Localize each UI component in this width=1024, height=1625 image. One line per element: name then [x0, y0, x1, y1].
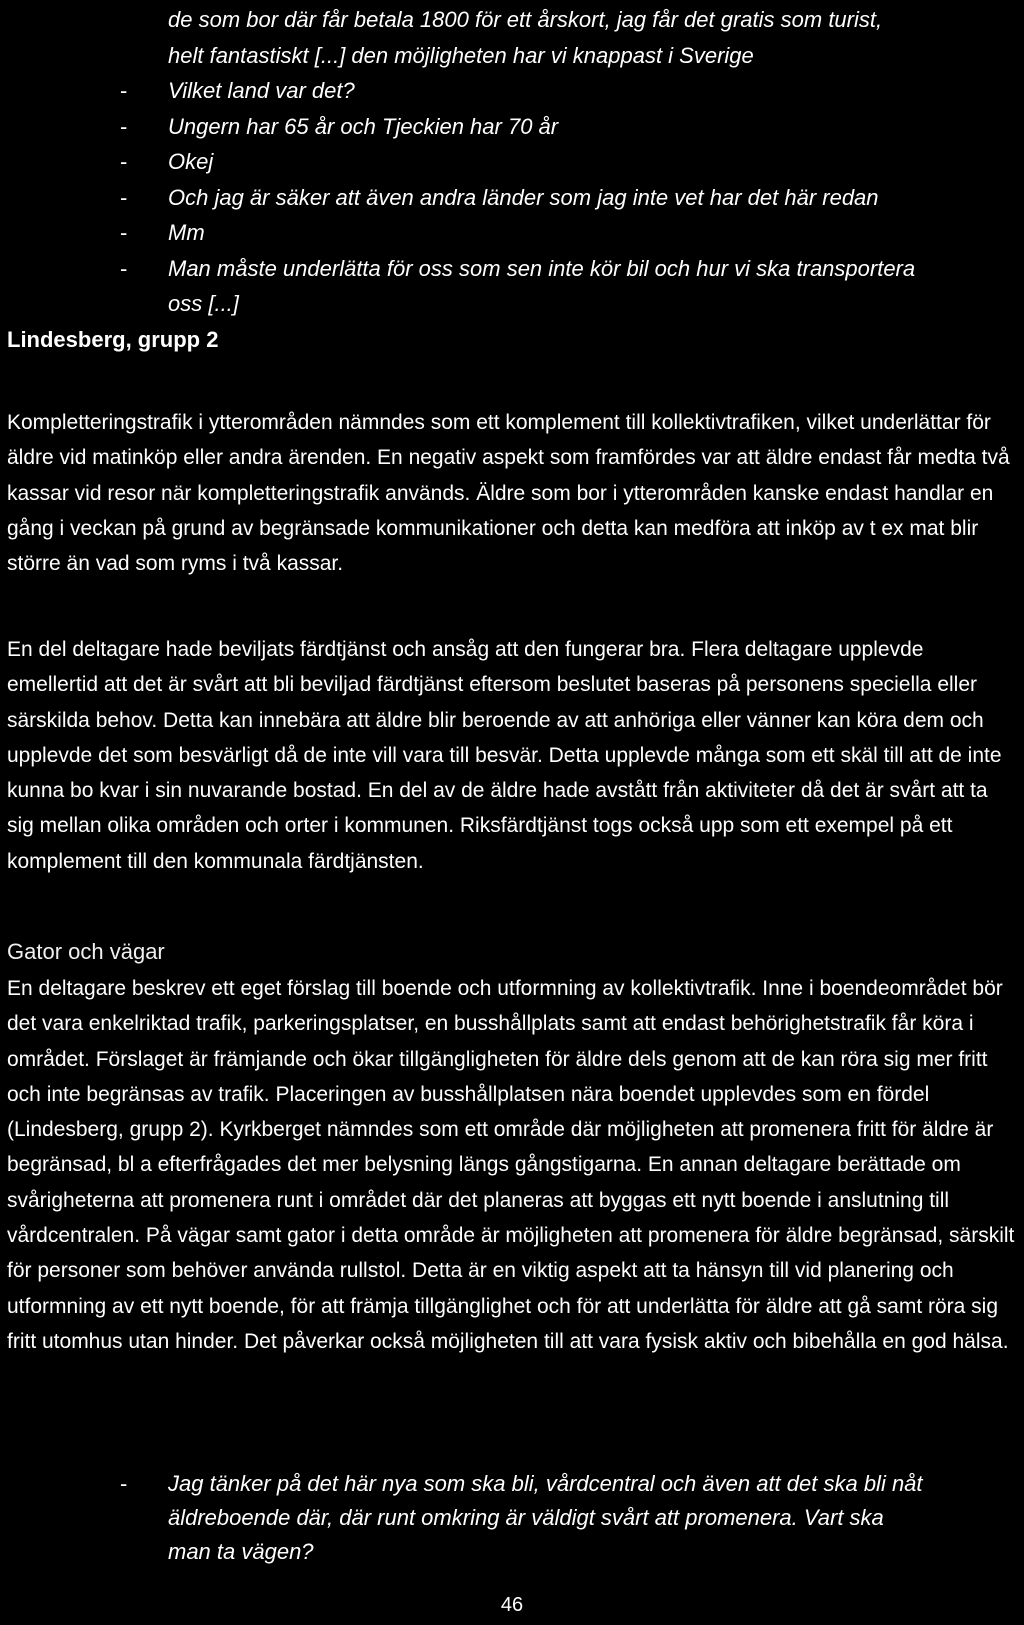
body-paragraph: En deltagare beskrev ett eget förslag till boende och utformning av kollektivtrafik. Inne i boendeområdet bör det vara enkelriktad trafik, parkeringsplatser, en busshållplats samt att endast behörighetstrafik får köra i området. Förslaget är främjande och ökar tillgängligheten för äldre dels genom att de kan röra sig mer fritt och inte begränsas av trafik. Placeringen av busshållplatsen nära boendet upplevdes som en fördel (Lindesberg, grupp 2). Kyrkberget nämndes som ett område där möjligheten att promenera fritt för äldre är begränsad, bl a efterfrågades det mer belysning längs gångstigarna. En annan deltagare berättade om svårigheterna att promenera runt i området där det planeras att byggas ett nytt boende i anslutning till vårdcentralen. På vägar samt gator i detta område är möjligheten att promenera för äldre begränsad, särskilt för personer som behöver använda rullstol. Detta är en viktig aspekt att ta hänsyn till vid planering och utformning av ett nytt boende, för att främja tillgänglighet och för att underlätta för äldre att gå samt röra sig fritt utomhus utan hinder. Det påverkar också möjligheten till att vara fysisk aktiv och bibehålla en god hälsa. — [7, 977, 1015, 1353]
dash-bullet: - — [120, 149, 128, 174]
interview-quote-block — [120, 1467, 1000, 1569]
quote-line: - Man måste underlätta för oss som sen inte kör bil och hur vi ska transportera — [120, 251, 1020, 287]
quote-line: man ta vägen? — [168, 1539, 314, 1564]
dash-bullet: - — [120, 113, 128, 139]
quote-line: - Vilket land var det? — [120, 73, 1020, 109]
quote-line: - Mm — [120, 215, 1020, 251]
dash-bullet: - — [120, 220, 128, 245]
interview-quote-block — [120, 2, 1020, 322]
section-heading: Gator och vägar — [7, 939, 165, 964]
quote-line: oss [...] — [168, 291, 239, 316]
dash-bullet: - — [120, 184, 128, 210]
quote-line: - Och jag är säker att även andra länder som jag inte vet har det här redan — [120, 180, 1020, 216]
body-paragraph: En del deltagare hade beviljats färdtjänst och ansåg att den fungerar bra. Flera deltagare upplevde emellertid att det är svårt att bli beviljad färdtjänst eftersom beslutet baseras på personens speciella eller särskilda behov. Detta kan innebära att äldre blir beroende av att anhöriga eller vänner kan köra dem och upplevde det som besvärligt då de inte vill vara till besvär. Detta upplevde många som ett skäl till att de inte kunna bo kvar i sin nuvarande bostad. En del av de äldre hade avstått från aktiviteter då det är svårt att ta sig mellan olika områden och orter i kommunen. Riksfärdtjänst togs också upp som ett exempel på ett komplement till den kommunala färdtjänsten. — [7, 638, 1002, 873]
quote-line: - Ungern har 65 år och Tjeckien har 70 år — [120, 109, 1020, 145]
dash-bullet: - — [120, 78, 128, 103]
quote-line: - Jag tänker på det här nya som ska bli, vårdcentral och även att det ska bli nåt — [120, 1467, 1000, 1501]
body-paragraph: Kompletteringstrafik i ytterområden nämndes som ett komplement till kollektivtrafiken, vilket underlättar för äldre vid matinköp eller andra ärenden. En negativ aspekt som framfördes var att äldre endast får medta två kassar vid resor när kompletteringstrafik används. Äldre som bor i ytterområden kanske endast handlar en gång i veckan på grund av begränsade kommunikationer och detta kan medföra att inköp av t ex mat blir större än vad som ryms i två kassar. — [7, 411, 1010, 576]
quote-line: helt fantastiskt [...] den möjligheten har vi knappast i Sverige — [168, 42, 754, 68]
quote-line: äldreboende där, där runt omkring är väldigt svårt att promenera. Vart ska — [168, 1505, 884, 1530]
quote-line: - Okej — [120, 144, 1020, 180]
page-number: 46 — [500, 1594, 524, 1616]
source-label: Lindesberg, grupp 2 — [7, 327, 219, 352]
dash-bullet: - — [120, 1471, 128, 1496]
quote-line: de som bor där får betala 1800 för ett årskort, jag får det gratis som turist, — [168, 7, 883, 32]
dash-bullet: - — [120, 255, 128, 281]
